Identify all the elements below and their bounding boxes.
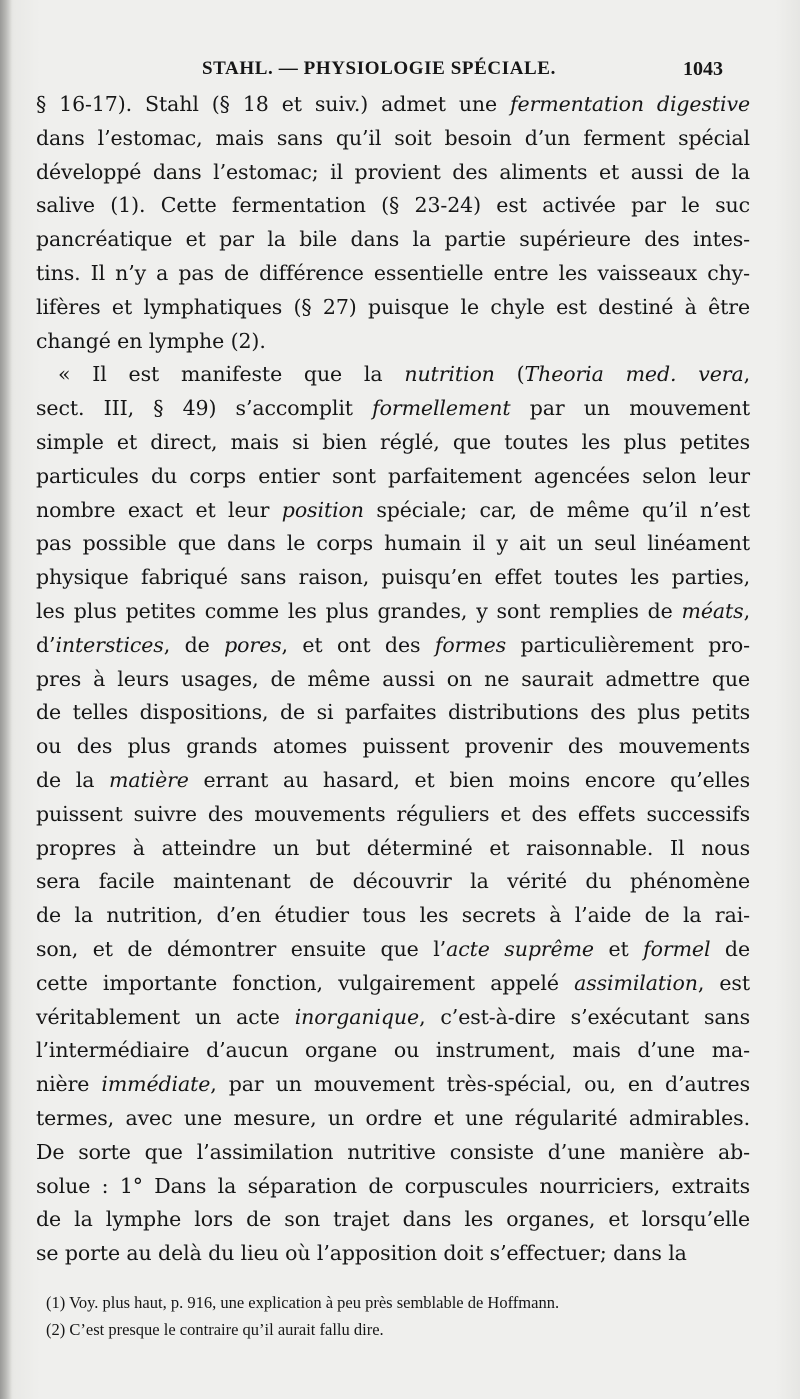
- text-run: véritablement un acte: [36, 1004, 295, 1029]
- text-run: son, et de démontrer ensuite que l’: [36, 936, 447, 961]
- text-run: sect. III, § 49) s’accomplit: [36, 396, 373, 421]
- text-line: [36, 798, 750, 832]
- text-run: par un mouvement: [510, 396, 750, 421]
- italic-text: fermentation digestive: [510, 92, 750, 116]
- text-line: [36, 358, 750, 392]
- text-line: [36, 1170, 750, 1204]
- italic-text: interstices: [55, 632, 164, 657]
- italic-text: assimilation: [574, 970, 698, 995]
- text-run: d’: [36, 632, 56, 657]
- text-line: [36, 223, 750, 257]
- text-line: [36, 832, 750, 866]
- italic-text: formes: [434, 632, 507, 657]
- text-line: [36, 696, 750, 730]
- text-line: [36, 1136, 750, 1170]
- text-run: , est: [697, 970, 750, 995]
- text-run: les plus petites comme les plus grandes, y sont remplies de: [36, 598, 682, 623]
- text-line: [36, 189, 750, 223]
- text-run: , et ont des: [281, 632, 435, 657]
- text-line: [36, 1203, 750, 1237]
- text-run: ,: [743, 598, 750, 623]
- text-line: [36, 291, 750, 325]
- text-run: et: [593, 936, 644, 961]
- text-line: [36, 1237, 750, 1271]
- text-run: de la lymphe lors de son trajet dans les organes, et lorsqu’elle: [36, 1207, 750, 1232]
- text-line: [36, 1102, 750, 1136]
- text-run: de la: [36, 767, 110, 792]
- text-line: [36, 595, 750, 629]
- text-line: [36, 730, 750, 764]
- text-run: solue : 1° Dans la séparation de corpuscules nourriciers, extraits: [36, 1173, 750, 1198]
- text-run: physique fabriqué sans raison, puisqu’en effet toutes les parties,: [36, 565, 750, 590]
- text-run: tins. Il n’y a pas de différence essentielle entre les vaisseaux chy-: [36, 260, 750, 285]
- text-run: salive (1). Cette fermentation (§ 23-24) est activée par le suc: [36, 193, 750, 218]
- italic-text: acte suprême: [446, 936, 594, 961]
- text-line: [36, 325, 750, 359]
- italic-text: nutrition: [404, 362, 495, 387]
- text-run: pancréatique et par la bile dans la partie supérieure des intes-: [36, 227, 750, 252]
- text-run: , de: [163, 632, 225, 657]
- body-text: [36, 88, 750, 1271]
- text-run: dans l’estomac, mais sans qu’il soit besoin d’un ferment spécial: [36, 125, 750, 150]
- text-line: [36, 392, 750, 426]
- text-line: [36, 122, 750, 156]
- italic-text: formel: [643, 936, 711, 961]
- text-line: [36, 426, 750, 460]
- text-line: [36, 764, 750, 798]
- text-line: [36, 156, 750, 190]
- text-line: [36, 460, 750, 494]
- footnotes: [46, 1289, 746, 1343]
- text-run: de: [710, 936, 750, 961]
- text-run: , c’est-à-dire s’exécutant sans: [419, 1004, 751, 1029]
- text-run: ou des plus grands atomes puissent provenir des mouvements: [36, 734, 750, 759]
- running-header: [0, 58, 800, 88]
- text-run: errant au hasard, et bien moins encore qu’elles: [188, 767, 751, 792]
- text-line: [36, 899, 750, 933]
- text-run: de telles dispositions, de si parfaites distributions des plus petits: [36, 700, 750, 725]
- text-run: De sorte que l’assimilation nutritive consiste d’une manière ab-: [36, 1139, 750, 1164]
- text-run: lifères et lymphatiques (§ 27) puisque le chyle est destiné à être: [36, 294, 750, 319]
- text-run: développé dans l’estomac; il provient des aliments et aussi de la: [36, 159, 750, 184]
- text-line: [36, 88, 750, 122]
- text-run: se porte au delà du lieu où l’apposition doit s’effectuer; dans la: [36, 1241, 687, 1266]
- text-run: (: [494, 362, 525, 387]
- italic-text: pores: [224, 632, 282, 657]
- italic-text: immédiate: [101, 1072, 211, 1097]
- text-line: [36, 629, 750, 663]
- text-run: changé en lymphe (2).: [36, 328, 266, 353]
- binding-shadow: [0, 0, 12, 1399]
- text-run: particulièrement pro-: [506, 632, 750, 657]
- footnote: (2) C’est presque le contraire qu’il aurait fallu dire.: [46, 1320, 384, 1339]
- text-run: puissent suivre des mouvements réguliers et des effets successifs: [36, 801, 750, 826]
- text-run: nombre exact et leur: [36, 497, 282, 522]
- running-title: STAHL. — PHYSIOLOGIE SPÉCIALE.: [202, 58, 556, 79]
- text-run: cette importante fonction, vulgairement appelé: [36, 970, 575, 995]
- text-run: sera facile maintenant de découvrir la vérité du phénomène: [36, 869, 750, 894]
- text-run: , par un mouvement très-spécial, ou, en d’autres: [210, 1072, 750, 1097]
- page-number: 1043: [683, 58, 723, 80]
- text-run: « Il est manifeste que la: [58, 362, 405, 387]
- text-run: l’intermédiaire d’aucun organe ou instrument, mais d’une ma-: [36, 1038, 750, 1063]
- text-line: [36, 561, 750, 595]
- text-run: pas possible que dans le corps humain il y ait un seul linéament: [36, 531, 750, 556]
- text-run: nière: [36, 1072, 102, 1097]
- text-run: spéciale; car, de même qu’il n’est: [363, 497, 750, 522]
- text-run: propres à atteindre un but déterminé et raisonnable. Il nous: [36, 835, 750, 860]
- italic-text: formellement: [372, 396, 511, 421]
- text-line: [36, 1034, 750, 1068]
- text-run: § 16-17). Stahl (§ 18 et suiv.) admet une: [36, 92, 511, 116]
- text-line: [36, 1068, 750, 1102]
- footnote: (1) Voy. plus haut, p. 916, une explication à peu près semblable de Hoffmann.: [46, 1293, 560, 1312]
- text-run: simple et direct, mais si bien réglé, que toutes les plus petites: [36, 429, 750, 454]
- text-line: [36, 257, 750, 291]
- italic-text: inorganique: [294, 1004, 420, 1029]
- text-line: [36, 663, 750, 697]
- italic-text: position: [281, 497, 364, 522]
- text-line: [36, 865, 750, 899]
- text-run: termes, avec une mesure, un ordre et une régularité admirables.: [36, 1105, 750, 1130]
- text-line: [36, 527, 750, 561]
- text-line: [36, 1001, 750, 1035]
- italic-text: méats: [681, 598, 744, 623]
- text-line: [36, 967, 750, 1001]
- text-run: de la nutrition, d’en étudier tous les secrets à l’aide de la rai-: [36, 903, 750, 928]
- text-run: ,: [743, 362, 750, 387]
- italic-text: Theoria med. vera: [524, 362, 744, 387]
- text-line: [36, 933, 750, 967]
- italic-text: matière: [109, 767, 189, 792]
- text-run: particules du corps entier sont parfaitement agencées selon leur: [36, 463, 750, 488]
- text-line: [36, 494, 750, 528]
- text-run: pres à leurs usages, de même aussi on ne saurait admettre que: [36, 666, 750, 691]
